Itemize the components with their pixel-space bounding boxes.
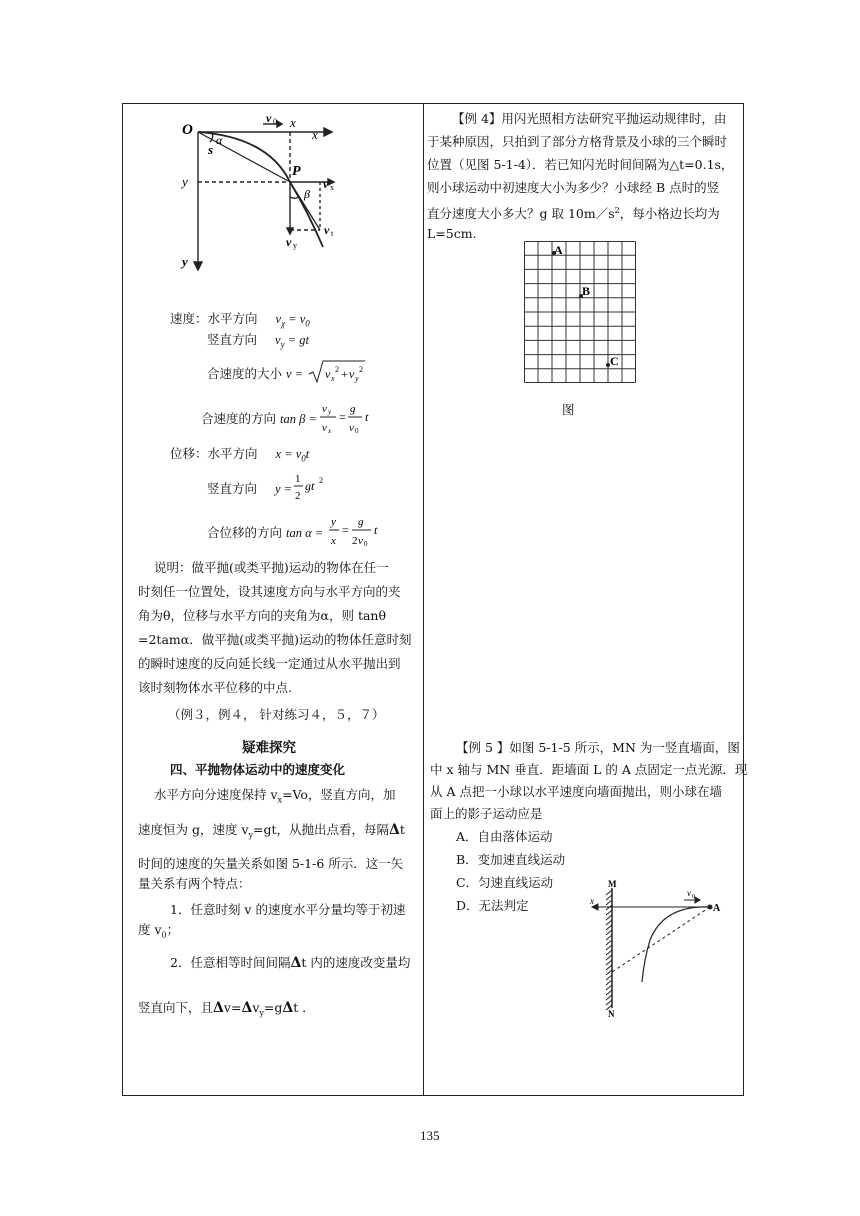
section-title: 疑难探究 xyxy=(242,740,296,756)
ex5-line-2: 中 x 轴与 MN 垂直．距墙面 L 的 A 点固定一点光源．现 xyxy=(430,762,748,777)
note-line-1: 说明：做平抛(或类平抛)运动的物体在任一 xyxy=(154,560,389,575)
ex4-line-6: L=5cm. xyxy=(427,226,477,241)
fig-label-vx-sub: x xyxy=(330,183,334,192)
grid-label-A: A xyxy=(554,243,563,257)
point-2: 2．任意相等时间间隔Δt 内的速度改变量均 xyxy=(170,955,411,971)
para-line-3: 时间的速度的矢量关系如图 5-1-6 所示．这一矢 xyxy=(138,856,404,871)
svg-text:2: 2 xyxy=(335,365,339,374)
fig-label-vt: v xyxy=(324,223,330,237)
speed-horizontal: 速度：水平方向 $v_\chi = v_0$ xyxy=(170,311,310,329)
subsection-title: 四、平抛物体运动中的速度变化 xyxy=(170,762,346,777)
ex5-line-4: 面上的影子运动应是 xyxy=(430,806,543,821)
fig-label-vt-sub: t xyxy=(331,229,334,238)
point-3: 竖直向下，且$\Delta v=\Delta v_y=g\Delta t$ ． xyxy=(138,1000,315,1018)
note-line-4: =2tamα．做平抛(或类平抛)运动的物体任意时刻 xyxy=(138,632,412,647)
svg-text:g: g xyxy=(358,516,364,528)
wall-label-v0-sub: 0 xyxy=(692,894,695,900)
grid-label-B: B xyxy=(582,284,591,298)
wall-label-N: N xyxy=(608,1009,615,1019)
fig-label-alpha: α xyxy=(216,133,223,147)
wall-label-x: x xyxy=(590,896,594,906)
note-line-2: 时刻任一位置处，设其速度方向与水平方向的夹 xyxy=(138,584,401,599)
svg-text:2: 2 xyxy=(295,490,301,502)
svg-text:v: v xyxy=(349,367,355,381)
speed-magnitude: 合速度的大小 v = xyxy=(207,366,304,381)
disp-vertical-formula xyxy=(293,470,333,508)
point-1-line-1: 1．任意时刻 v 的速度水平分量均等于初速 xyxy=(170,902,406,917)
svg-text:y: y xyxy=(328,408,332,416)
fig-label-x2: x xyxy=(312,127,318,142)
svg-text:2: 2 xyxy=(359,365,363,374)
note-line-5: 的瞬时速度的反向延长线一定通过从水平抛出到 xyxy=(138,656,401,671)
svg-text:+: + xyxy=(341,367,348,381)
point-1-line-2: 度 $v_0$； xyxy=(138,922,180,940)
note-line-3: 角为θ，位移与水平方向的夹角为α，则 tanθ xyxy=(138,608,386,623)
ex5-option-a: A．自由落体运动 xyxy=(456,829,553,844)
svg-text:t: t xyxy=(365,410,369,424)
para-line-4: 量关系有两个特点： xyxy=(138,876,251,891)
figure-caption: 图 xyxy=(562,402,575,417)
fig-label-P: P xyxy=(292,164,301,179)
ex4-line-5: 直分速度大小多大？g 取 $10m/s^2$，每小格边长均为 xyxy=(427,206,720,222)
projectile-diagram xyxy=(168,112,348,302)
para-line-1: 水平方向分速度保持 $v_x=Vo$，竖直方向，加 xyxy=(154,787,396,805)
wall-label-v0: v xyxy=(687,888,691,898)
svg-text:t: t xyxy=(374,523,378,537)
svg-text:v: v xyxy=(349,422,354,434)
ex5-line-1: 【例 5 】如图 5-1-5 所示，MN 为一竖直墙面，图 xyxy=(456,740,740,755)
reference-list: （例３，例４， 针对练习４，５，７） xyxy=(168,707,385,722)
fig-label-x1: x xyxy=(290,115,296,130)
wall-shadow-diagram xyxy=(584,880,724,1020)
svg-text:g: g xyxy=(350,403,356,415)
column-divider xyxy=(423,103,424,1096)
para-line-2: 速度恒为 g，速度 $v_y=gt$，从抛出点看，每隔Δt xyxy=(138,822,405,840)
svg-text:y: y xyxy=(331,516,336,528)
ex5-line-3: 从 A 点把一小球以水平速度向墙面抛出，则小球在墙 xyxy=(430,784,722,799)
disp-horizontal: 位移：水平方向 $x = v_0t$ xyxy=(170,446,310,464)
speed-vertical: 竖直方向 $v_y$ = gt xyxy=(207,332,309,350)
fig-label-v0: v xyxy=(266,112,272,125)
fig-label-y1: y xyxy=(182,174,188,189)
page-number: 135 xyxy=(420,1128,440,1143)
fig-label-vy-sub: y xyxy=(293,241,297,250)
fig-label-beta: β xyxy=(304,187,310,201)
magnitude-sqrt xyxy=(307,358,367,386)
svg-text:2: 2 xyxy=(319,476,323,485)
ex4-line-2: 于某种原因，只拍到了部分方格背景及小球的三个瞬时 xyxy=(427,134,728,149)
fig-label-s: s xyxy=(208,142,214,157)
svg-text:y: y xyxy=(355,374,359,383)
svg-text:x: x xyxy=(331,374,335,383)
svg-text:0: 0 xyxy=(355,427,359,435)
ex5-option-d: D．无法判定 xyxy=(456,898,529,913)
ex4-line-3: 位置（见图 5-1-4）．若已知闪光时间间隔为△t=0.1s， xyxy=(427,157,734,172)
grid-label-C: C xyxy=(610,354,619,368)
ex4-line-1: 【例 4】用闪光照相方法研究平抛运动规律时，由 xyxy=(452,111,727,126)
direction-formula xyxy=(318,400,378,440)
fig-label-v0-sub: 0 xyxy=(273,117,277,126)
svg-text:2: 2 xyxy=(352,535,358,547)
svg-text:1: 1 xyxy=(295,473,301,485)
wall-label-A: A xyxy=(713,903,721,914)
wall-label-M: M xyxy=(608,880,617,889)
svg-text:0: 0 xyxy=(364,540,368,548)
fig-label-O: O xyxy=(182,122,193,138)
fig-label-vy: v xyxy=(286,235,292,249)
ex5-option-c: C．匀速直线运动 xyxy=(456,875,554,890)
ex4-line-4: 则小球运动中初速度大小为多少？小球经 B 点时的竖 xyxy=(427,180,720,195)
svg-text:=: = xyxy=(339,410,346,424)
svg-text:v: v xyxy=(322,422,327,434)
fig-label-vx: v xyxy=(323,177,329,191)
svg-text:x: x xyxy=(328,427,332,435)
svg-text:v: v xyxy=(322,403,327,415)
ex5-option-b: B．变加速直线运动 xyxy=(456,852,566,867)
speed-direction: 合速度的方向 tan β = xyxy=(201,411,317,426)
disp-direction: 合位移的方向 tan α = xyxy=(207,525,324,540)
svg-text:v: v xyxy=(358,535,363,547)
note-line-6: 该时刻物体水平位移的中点. xyxy=(138,680,292,695)
svg-text:=: = xyxy=(342,523,349,537)
svg-text:gt: gt xyxy=(305,479,315,493)
disp-direction-formula xyxy=(327,513,387,553)
fig-label-y2: y xyxy=(182,254,188,269)
svg-text:v: v xyxy=(325,367,331,381)
flash-photo-grid xyxy=(524,241,636,383)
disp-vertical: 竖直方向 y = xyxy=(207,481,293,496)
svg-text:x: x xyxy=(331,535,336,547)
